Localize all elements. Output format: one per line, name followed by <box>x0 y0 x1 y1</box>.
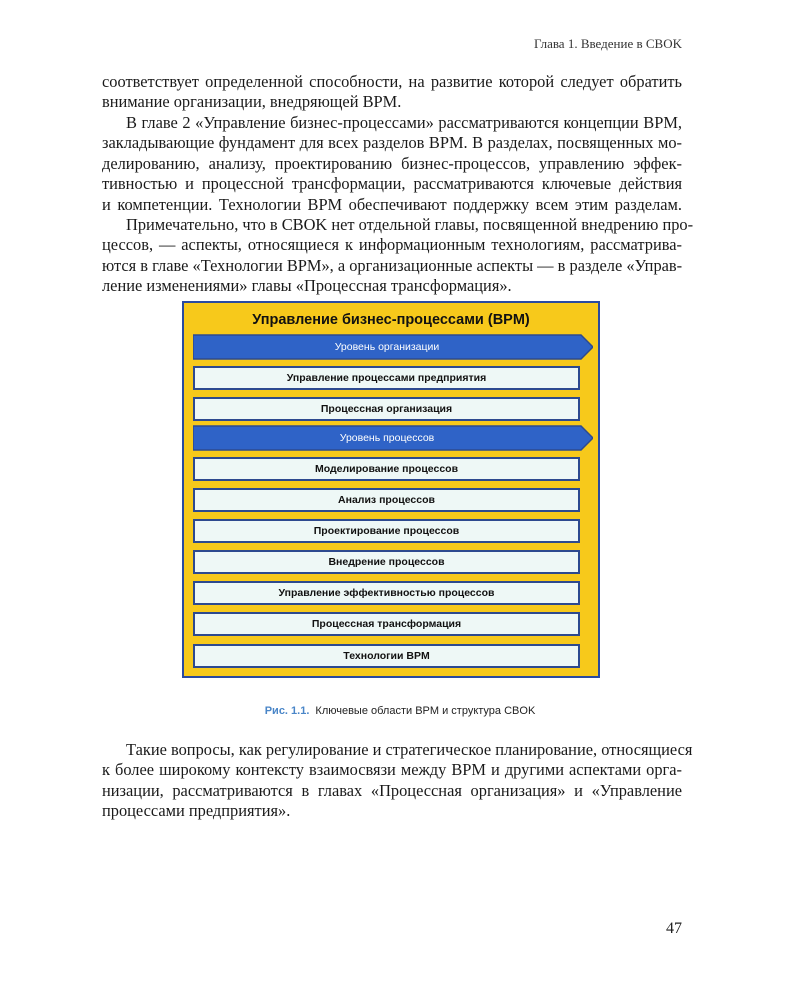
paragraph-line: ются в главе «Технологии BPM», а организационные аспекты — в разделе «Управ- <box>102 255 683 275</box>
area-process-transformation: Процессная трансформация <box>193 612 580 636</box>
caption-label: Рис. 1.1. <box>264 705 310 717</box>
figure-caption <box>0 705 800 717</box>
bpm-structure-figure <box>182 301 600 678</box>
level-processes-banner <box>193 425 593 451</box>
page-number: 47 <box>666 920 682 937</box>
paragraph-line: внимание организации, внедряющей BPM. <box>102 92 402 112</box>
area-process-implementation: Внедрение процессов <box>193 550 580 574</box>
area-process-analysis: Анализ процессов <box>193 488 580 512</box>
paragraph-line: и компетенции. Технологии BPM обеспечивают поддержку всем этим разделам. <box>102 194 682 214</box>
paragraph-line: делированию, анализу, проектированию бизнес-процессов, управлению эффек- <box>102 153 682 173</box>
area-process-organization: Процессная организация <box>193 397 580 421</box>
paragraph-1 <box>102 72 682 113</box>
area-process-modeling: Моделирование процессов <box>193 457 580 481</box>
paragraph-line: соответствует определенной способности, на развитие которой следует обратить <box>102 72 682 91</box>
paragraph-line: цессов, — аспекты, относящиеся к информационным технологиям, рассматрива- <box>102 235 682 255</box>
area-enterprise-process-management: Управление процессами предприятия <box>193 366 580 390</box>
paragraph-line: закладывающие фундамент для всех разделов BPM. В разделах, посвященных мо- <box>102 133 682 153</box>
paragraph-4 <box>102 740 693 822</box>
area-process-performance-management: Управление эффективностью процессов <box>193 581 580 605</box>
running-head: Глава 1. Введение в CBOK <box>534 36 682 51</box>
caption-text: Ключевые области BPM и структура CBOK <box>315 705 536 717</box>
paragraph-line: В главе 2 «Управление бизнес-процессами» рассматриваются концепции BPM, <box>126 113 682 132</box>
figure-title: Управление бизнес-процессами (BPM) <box>252 312 530 328</box>
paragraph-3 <box>102 215 694 297</box>
paragraph-2 <box>102 113 682 215</box>
area-bpm-technologies: Технологии BPM <box>193 644 580 668</box>
paragraph-line: ление изменениями» главы «Процессная трансформация». <box>102 276 512 296</box>
area-process-design: Проектирование процессов <box>193 519 580 543</box>
level-label: Уровень процессов <box>339 432 435 444</box>
level-label: Уровень организации <box>334 341 440 353</box>
paragraph-line: тивностью и процессной трансформации, рассматриваются ключевые действия <box>102 174 682 194</box>
level-organization-banner <box>193 334 593 360</box>
paragraph-line: процессами предприятия». <box>102 801 291 821</box>
paragraph-line: к более широкому контексту взаимосвязи между BPM и другими аспектами орга- <box>102 760 682 780</box>
paragraph-line: низации, рассматриваются в главах «Процессная организация» и «Управление <box>102 780 682 800</box>
paragraph-line: Такие вопросы, как регулирование и стратегическое планирование, относящиеся <box>126 740 693 759</box>
paragraph-line: Примечательно, что в CBOK нет отдельной главы, посвященной внедрению про- <box>126 215 694 234</box>
